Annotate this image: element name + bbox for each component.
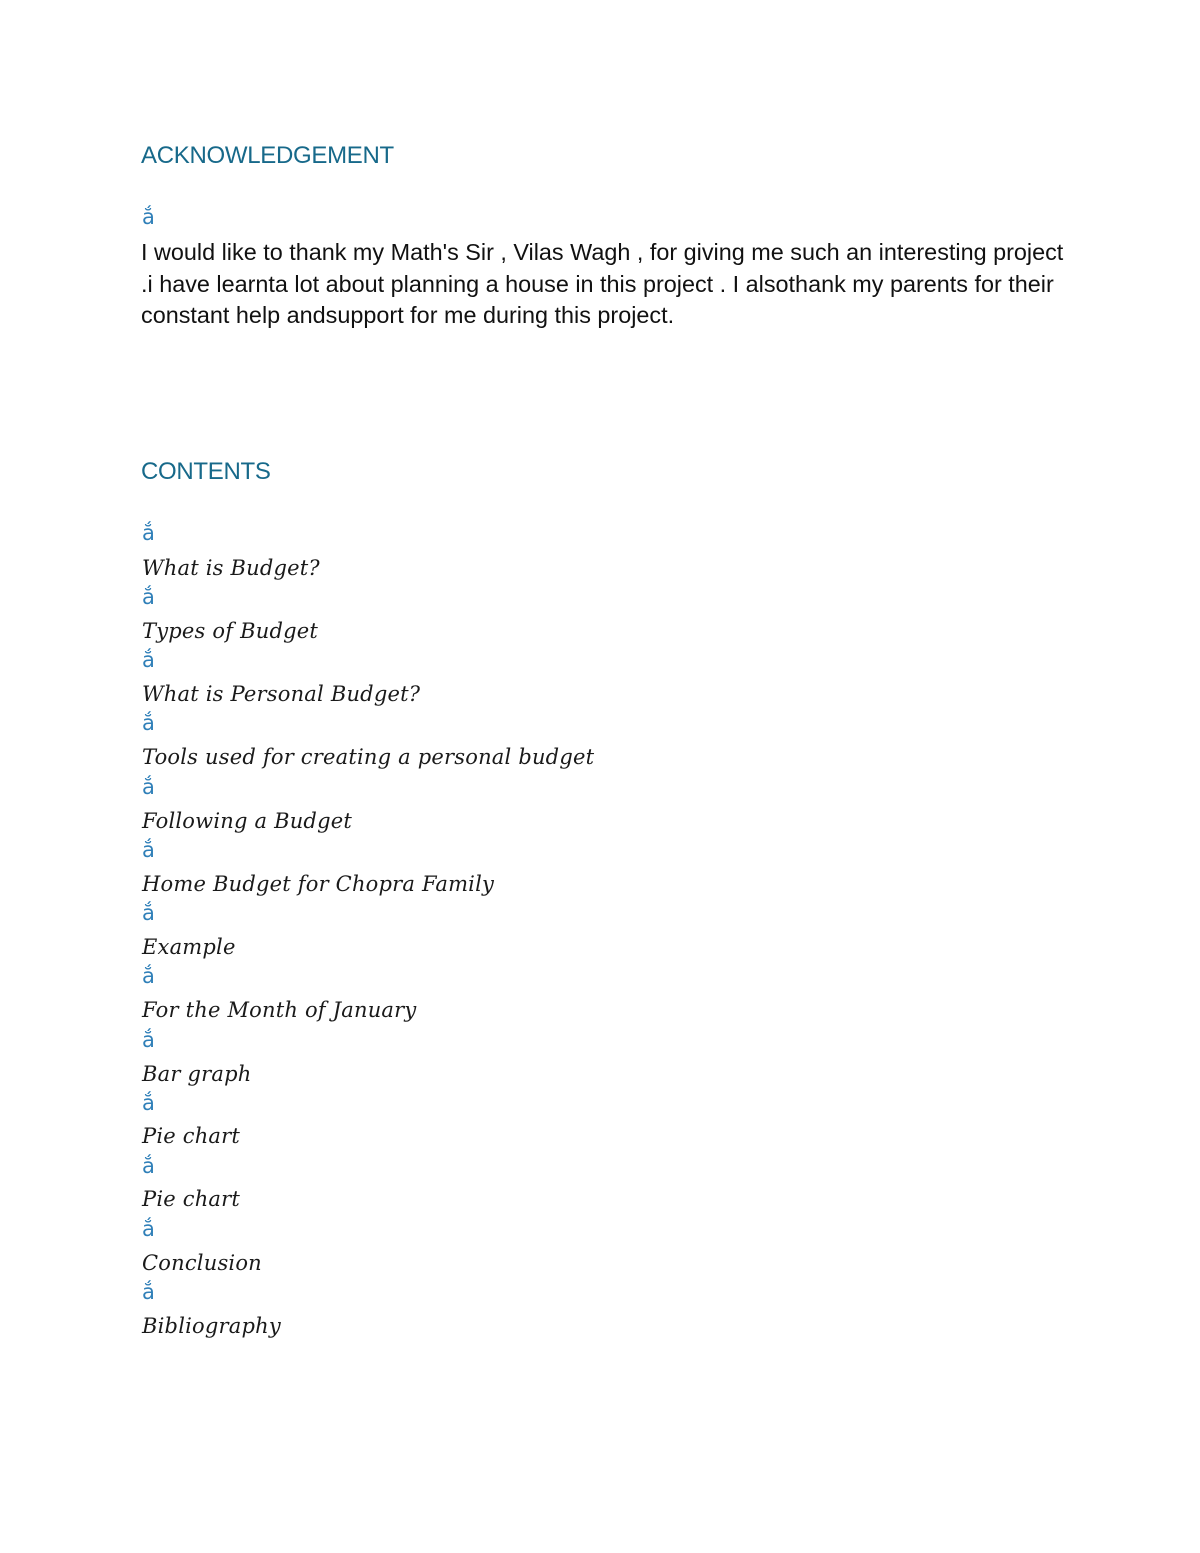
bullet-icon: ắ — [142, 1217, 155, 1241]
contents-item: For the Month of January — [142, 998, 417, 1022]
bullet-icon: ắ — [142, 1280, 155, 1304]
bullet-icon: ắ — [142, 205, 155, 229]
bullet-icon: ắ — [142, 585, 155, 609]
contents-item: Home Budget for Chopra Family — [142, 872, 495, 896]
contents-item: Conclusion — [142, 1251, 262, 1275]
contents-item: Example — [142, 935, 236, 959]
contents-item: Following a Budget — [142, 809, 352, 833]
bullet-icon: ắ — [142, 775, 155, 799]
bullet-icon: ắ — [142, 648, 155, 672]
bullet-icon: ắ — [142, 711, 155, 735]
contents-item: Bar graph — [142, 1062, 252, 1086]
bullet-icon: ắ — [142, 901, 155, 925]
contents-item: Types of Budget — [142, 619, 318, 643]
contents-item: What is Budget? — [142, 556, 320, 580]
contents-item: What is Personal Budget? — [142, 682, 421, 706]
bullet-icon: ắ — [142, 1154, 155, 1178]
bullet-icon: ắ — [142, 521, 155, 545]
contents-item: Pie chart — [142, 1124, 241, 1148]
bullet-icon: ắ — [142, 838, 155, 862]
contents-item: Pie chart — [142, 1187, 241, 1211]
bullet-icon: ắ — [142, 1091, 155, 1115]
bullet-icon: ắ — [142, 1028, 155, 1052]
contents-item: Bibliography — [142, 1314, 281, 1338]
bullet-icon: ắ — [142, 964, 155, 988]
acknowledgement-paragraph: I would like to thank my Math's Sir , Vilas Wagh , for giving me such an interesting project .i have learnta lot about planning a house in this project . I alsothank my parents for their constant help andsupport for me during this project. — [141, 239, 1064, 328]
acknowledgement-heading: ACKNOWLEDGEMENT — [141, 142, 394, 169]
contents-heading: CONTENTS — [141, 458, 271, 485]
contents-item: Tools used for creating a personal budget — [142, 745, 595, 769]
